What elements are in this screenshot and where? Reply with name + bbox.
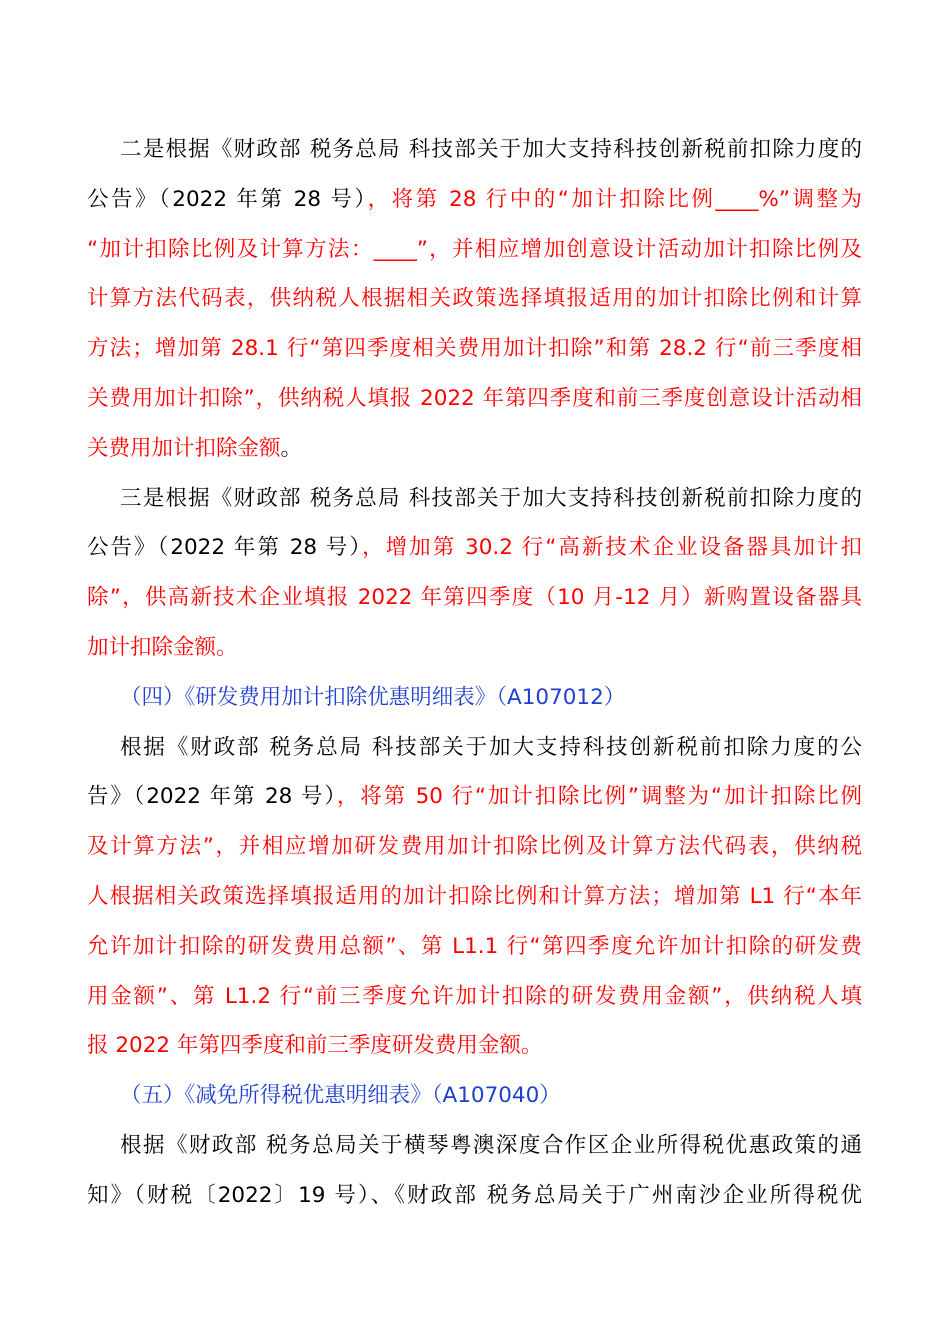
paragraph-line: [87, 324, 862, 374]
highlighted-text: “加计扣除比例及计算方法：____”，并相应增加创意设计活动加计扣除比例及: [87, 236, 862, 262]
document-body: [87, 125, 862, 1221]
paragraph-line: [87, 374, 862, 424]
paragraph-line: [87, 772, 862, 822]
paragraph-line: [87, 1171, 862, 1221]
paragraph-line: [87, 125, 862, 175]
paragraph-line: [87, 523, 862, 573]
highlighted-text: 加计扣除金额。: [87, 634, 238, 660]
heading-text: （四）《研发费用加计扣除优惠明细表》（A107012）: [120, 684, 626, 710]
paragraph-line: [87, 225, 862, 275]
body-text: 告》（2022 年第 28 号）: [87, 784, 337, 810]
paragraph-line: [87, 922, 862, 972]
paragraph-line: [87, 1021, 862, 1071]
paragraph-line: [87, 274, 862, 324]
paragraph-4: [87, 1121, 862, 1221]
body-text: 。: [280, 435, 303, 461]
highlighted-text: 及计算方法”，并相应增加研发费用加计扣除比例及计算方法代码表，供纳税: [87, 834, 862, 860]
section-heading: [87, 1071, 862, 1121]
paragraph-line: [87, 175, 862, 225]
paragraph-line: [87, 1121, 862, 1171]
highlighted-text: 方法；增加第 28.1 行“第四季度相关费用加计扣除”和第 28.2 行“前三季度相: [87, 336, 862, 362]
paragraph-line: [87, 872, 862, 922]
paragraph-line: [87, 972, 862, 1022]
paragraph-line: [87, 573, 862, 623]
body-text: 公告》（2022 年第 28 号）: [87, 535, 363, 561]
highlighted-text: 人根据相关政策选择填报适用的加计扣除比例和计算方法；增加第 L1 行“本年: [87, 883, 862, 909]
paragraph-line: [87, 623, 862, 673]
highlighted-text: 关费用加计扣除金额: [87, 435, 281, 461]
highlighted-text: ，将第 50 行“加计扣除比例”调整为“加计扣除比例: [336, 784, 862, 810]
body-text: 二是根据《财政部 税务总局 科技部关于加大支持科技创新税前扣除力度的: [120, 137, 862, 162]
paragraph-line: [87, 723, 862, 773]
paragraph-line: [87, 424, 862, 474]
paragraph-3: [87, 723, 862, 1072]
highlighted-text: 用金额”、第 L1.2 行“前三季度允许加计扣除的研发费用金额”，供纳税人填: [87, 983, 862, 1009]
heading-text: （五）《减免所得税优惠明细表》（A107040）: [120, 1083, 561, 1109]
highlighted-text: ，将第 28 行中的“加计扣除比例____%”调整为: [367, 186, 863, 212]
body-text: 根据《财政部 税务总局关于横琴粤澳深度合作区企业所得税优惠政策的通: [120, 1132, 862, 1158]
paragraph-line: [87, 474, 862, 524]
paragraph-2: [87, 474, 862, 673]
paragraph-1: [87, 125, 862, 474]
highlighted-text: 报 2022 年第四季度和前三季度研发费用金额。: [87, 1033, 543, 1059]
highlighted-text: 除”，供高新技术企业填报 2022 年第四季度（10 月-12 月）新购置设备器具: [87, 585, 862, 611]
body-text: 三是根据《财政部 税务总局 科技部关于加大支持科技创新税前扣除力度的: [120, 485, 862, 511]
highlighted-text: 允许加计扣除的研发费用总额”、第 L1.1 行“第四季度允许加计扣除的研发费: [87, 933, 862, 959]
body-text: 公告》（2022 年第 28 号）: [87, 186, 368, 212]
highlighted-text: 计算方法代码表，供纳税人根据相关政策选择填报适用的加计扣除比例和计算: [87, 286, 862, 312]
paragraph-line: [87, 822, 862, 872]
highlighted-text: ，增加第 30.2 行“高新技术企业设备器具加计扣: [362, 535, 863, 561]
body-text: 根据《财政部 税务总局 科技部关于加大支持科技创新税前扣除力度的公: [120, 734, 862, 760]
highlighted-text: 关费用加计扣除”，供纳税人填报 2022 年第四季度和前三季度创意设计活动相: [87, 385, 862, 411]
body-text: 知》（财税〔2022〕19 号）、《财政部 税务总局关于广州南沙企业所得税优: [87, 1182, 862, 1208]
section-heading: [87, 673, 862, 723]
